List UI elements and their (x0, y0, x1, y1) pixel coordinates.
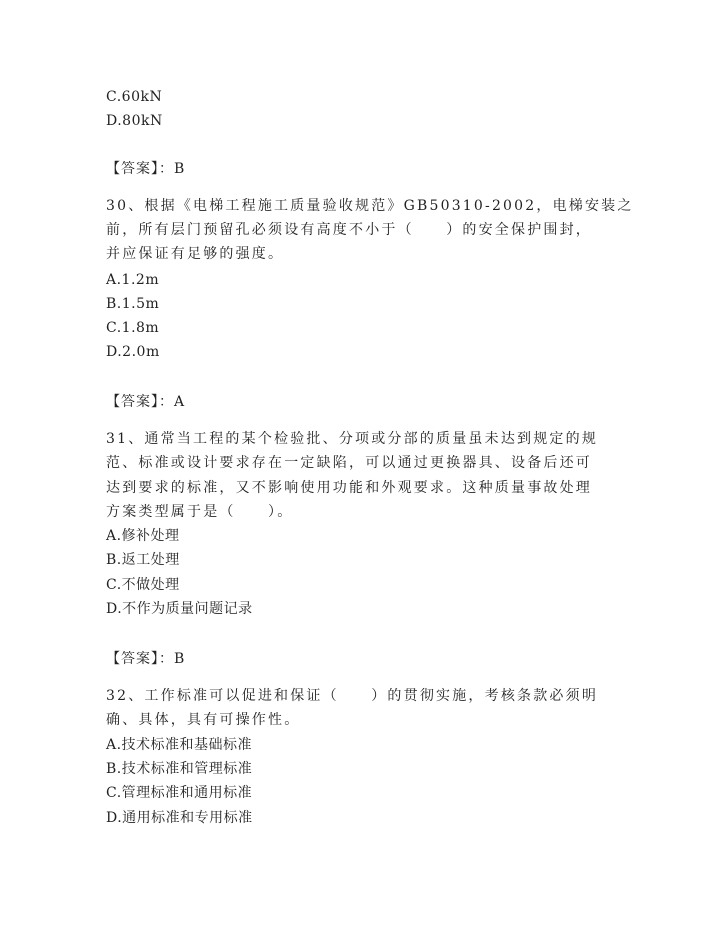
q32-option-c: C.管理标准和通用标准 (106, 785, 253, 801)
q29-option-c: C.60kN (106, 89, 163, 105)
q31-text-line-3: 达到要求的标准，又不影响使用功能和外观要求。这种质量事故处理 (106, 480, 592, 496)
q31-option-b: B.返工处理 (106, 552, 180, 568)
q30-text-line-1: 30、根据《电梯工程施工质量验收规范》GB50310-2002，电梯安装之 (106, 198, 634, 214)
q30-option-d: D.2.0m (106, 344, 160, 360)
q32-option-a: A.技术标准和基础标准 (106, 737, 253, 753)
q30-answer: 【答案】：A (106, 394, 186, 410)
q31-option-c: C.不做处理 (106, 577, 180, 593)
q32-text-line-2: 确、具体，具有可操作性。 (106, 712, 301, 728)
q32-option-b: B.技术标准和管理标准 (106, 761, 253, 777)
q31-option-d: D.不作为质量问题记录 (106, 601, 253, 617)
q30-option-b: B.1.5m (106, 296, 160, 312)
q31-text-line-4: 方案类型属于是（ ）。 (106, 504, 294, 520)
q29-option-d: D.80kN (106, 113, 163, 129)
q31-text-line-2: 范、标准或设计要求存在一定缺陷，可以通过更换器具、设备后还可 (106, 455, 592, 471)
q31-text-line-1: 31、通常当工程的某个检验批、分项或分部的质量虽未达到规定的规 (106, 431, 599, 447)
q30-text-line-2: 前，所有层门预留孔必须设有高度不小于（ ）的安全保护围封， (106, 222, 592, 238)
q32-text-line-1: 32、工作标准可以促进和保证（ ）的贯彻实施，考核条款必须明 (106, 688, 599, 704)
q30-text-line-3: 并应保证有足够的强度。 (106, 246, 285, 262)
q31-option-a: A.修补处理 (106, 528, 180, 544)
q30-option-a: A.1.2m (106, 272, 160, 288)
q32-option-d: D.通用标准和专用标准 (106, 810, 253, 826)
q30-option-c: C.1.8m (106, 320, 160, 336)
q31-answer: 【答案】：B (106, 651, 186, 667)
q29-answer: 【答案】：B (106, 161, 186, 177)
